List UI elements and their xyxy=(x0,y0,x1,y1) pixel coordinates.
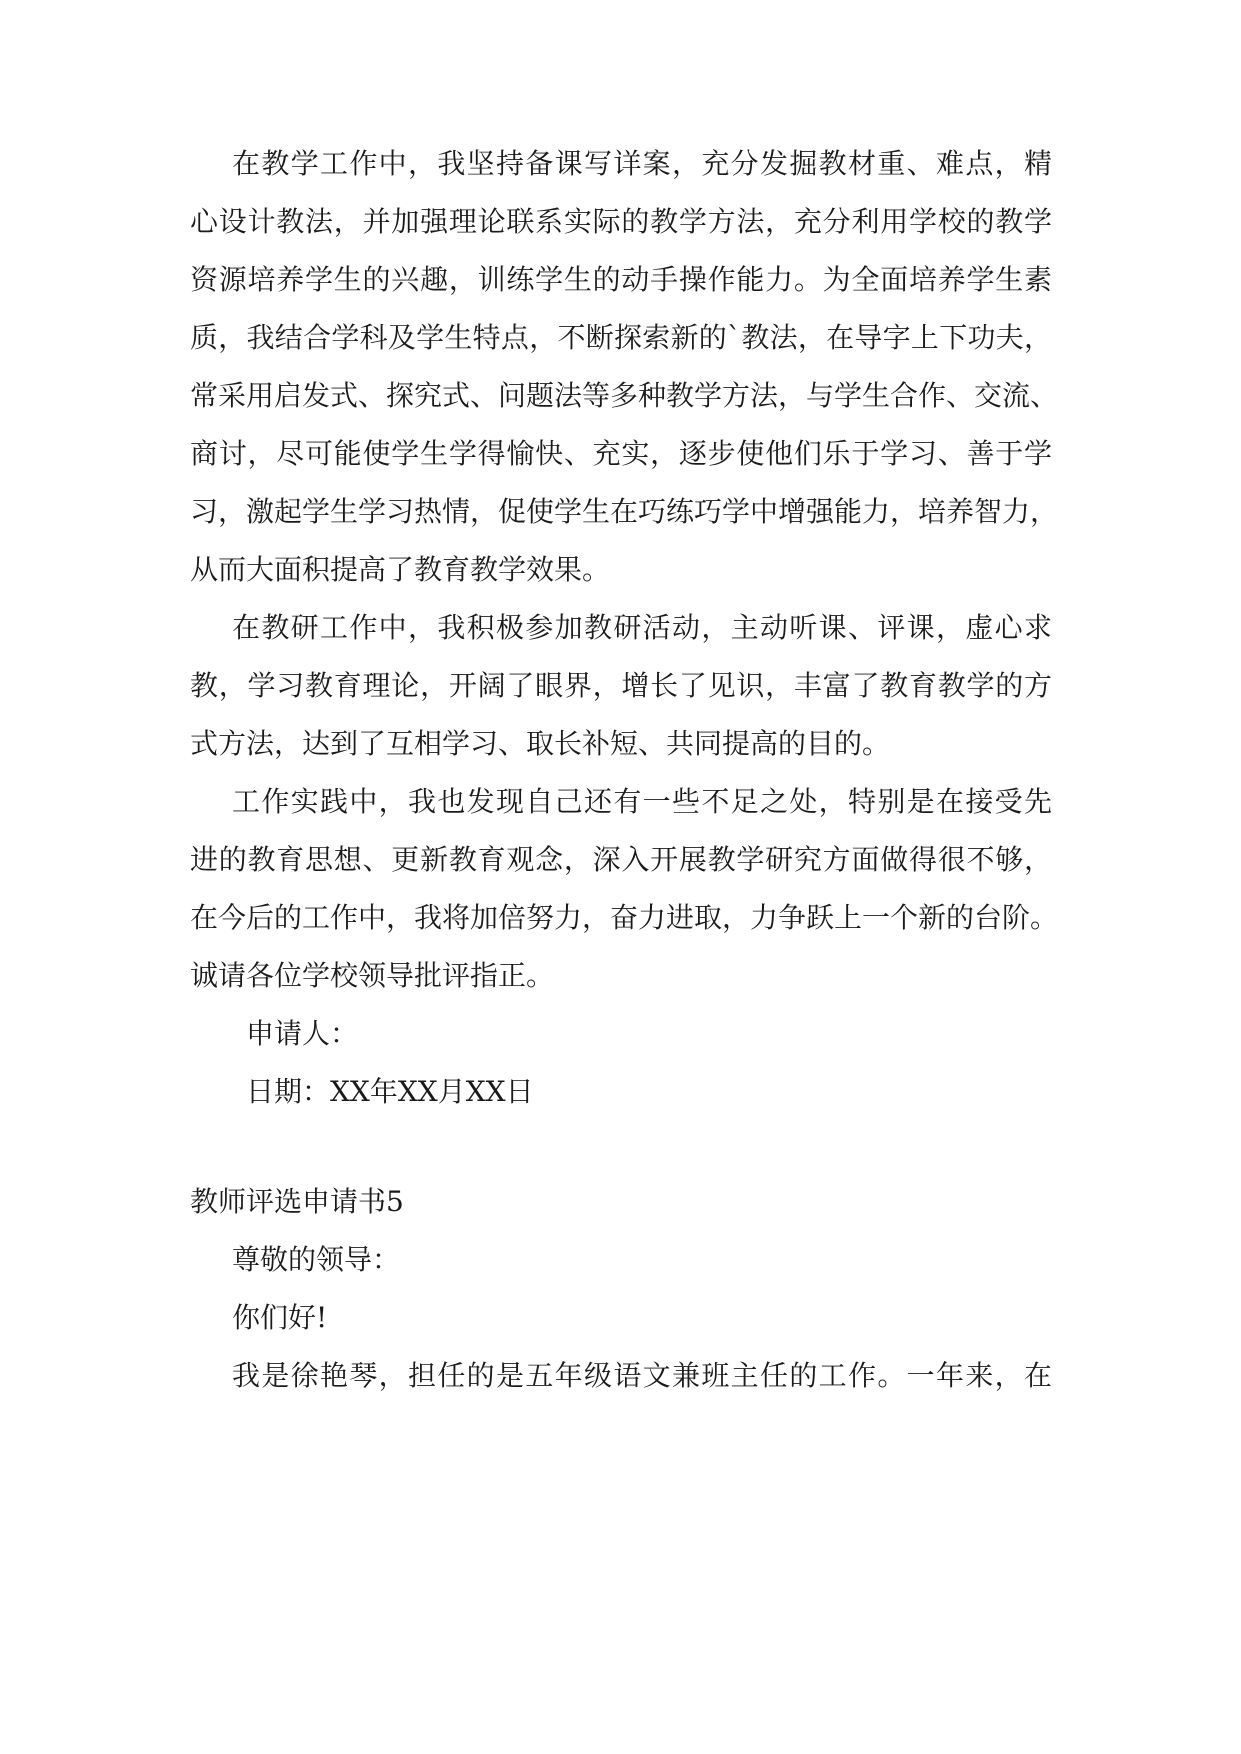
paragraph-line: 常采用启发式、探究式、问题法等多种教学方法，与学生合作、交流、 xyxy=(190,379,1059,412)
paragraph-line: 诚请各位学校领导批评指正。 xyxy=(190,959,555,992)
paragraph-line: 资源培养学生的兴趣，训练学生的动手操作能力。为全面培养学生素 xyxy=(190,263,1052,296)
paragraph-line: 从而大面积提高了教育教学效果。 xyxy=(190,553,611,586)
paragraph-line: 我是徐艳琴，担任的是五年级语文兼班主任的工作。一年来，在 xyxy=(232,1359,1052,1392)
paragraph-line: 质，我结合学科及学生特点，不断探索新的`教法，在导字上下功夫， xyxy=(190,321,1052,354)
paragraph-line: 工作实践中，我也发现自己还有一些不足之处，特别是在接受先 xyxy=(232,785,1052,818)
paragraph-line: 习，激起学生学习热情，促使学生在巧练巧学中增强能力，培养智力， xyxy=(190,495,1059,528)
applicant-label: 申请人： xyxy=(246,1017,359,1050)
greeting: 你们好! xyxy=(232,1301,328,1334)
paragraph-line: 心设计教法，并加强理论联系实际的教学方法，充分利用学校的教学 xyxy=(190,205,1052,238)
section-title: 教师评选申请书5 xyxy=(190,1185,404,1218)
paragraph-line: 进的教育思想、更新教育观念，深入开展教学研究方面做得很不够， xyxy=(190,843,1052,876)
paragraph-line: 教，学习教育理论，开阔了眼界，增长了见识，丰富了教育教学的方 xyxy=(190,669,1052,702)
paragraph-line: 在今后的工作中，我将加倍努力，奋力进取，力争跃上一个新的台阶。 xyxy=(190,901,1059,934)
date-label: 日期：XX年XX月XX日 xyxy=(246,1075,534,1108)
paragraph-line: 在教学工作中，我坚持备课写详案，充分发掘教材重、难点，精 xyxy=(232,147,1052,180)
paragraph-line: 在教研工作中，我积极参加教研活动，主动听课、评课，虚心求 xyxy=(232,611,1052,644)
paragraph-line: 式方法，达到了互相学习、取长补短、共同提高的目的。 xyxy=(190,727,891,760)
paragraph-line: 商讨，尽可能使学生学得愉快、充实，逐步使他们乐于学习、善于学 xyxy=(190,437,1052,470)
salutation: 尊敬的领导： xyxy=(232,1243,401,1276)
